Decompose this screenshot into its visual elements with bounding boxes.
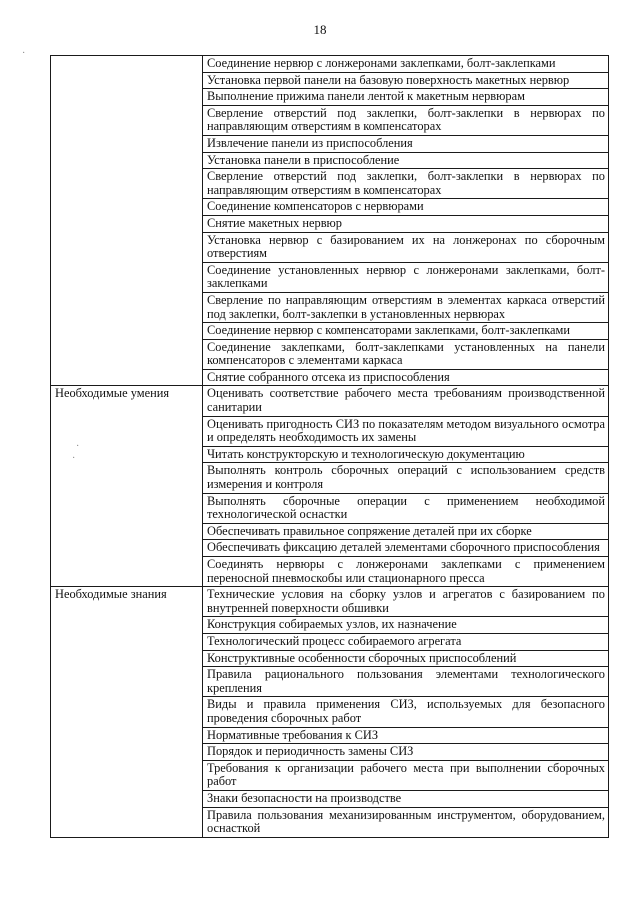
section-label: Необходимые умения bbox=[51, 386, 203, 587]
table-cell-item: Конструктивные особенности сборочных приспособлений bbox=[203, 650, 609, 667]
table-cell-item: Выполнять сборочные операции с применением необходимой технологической оснастки bbox=[203, 493, 609, 523]
table-cell-item: Установка панели в приспособление bbox=[203, 152, 609, 169]
table-cell-item: Снятие собранного отсека из приспособления bbox=[203, 369, 609, 386]
table-cell-item: Технологический процесс собираемого агрегата bbox=[203, 633, 609, 650]
table-row bbox=[51, 386, 609, 416]
table-cell-item: Соединение нервюр с компенсаторами заклепками, болт-заклепками bbox=[203, 323, 609, 340]
table-cell-item: Оценивать пригодность СИЗ по показателям методом визуального осмотра и определять необходимость их замены bbox=[203, 416, 609, 446]
table-cell-item: Сверление отверстий под заклепки, болт-заклепки в нервюрах по направляющим отверстиям в компенсаторах bbox=[203, 169, 609, 199]
table-cell-item: Читать конструкторскую и технологическую документацию bbox=[203, 446, 609, 463]
table-cell-item: Установка первой панели на базовую поверхность макетных нервюр bbox=[203, 72, 609, 89]
table-cell-item: Соединение установленных нервюр с лонжеронами заклепками, болт-заклепками bbox=[203, 262, 609, 292]
section-label: Необходимые знания bbox=[51, 587, 203, 838]
table-cell-item: Оценивать соответствие рабочего места требованиям производственной санитарии bbox=[203, 386, 609, 416]
table-row bbox=[51, 56, 609, 73]
table-cell-item: Обеспечивать фиксацию деталей элементами сборочного приспособления bbox=[203, 540, 609, 557]
requirements-table bbox=[50, 55, 609, 838]
table-cell-item: Конструкция собираемых узлов, их назначение bbox=[203, 617, 609, 634]
table-cell-item: Порядок и периодичность замены СИЗ bbox=[203, 744, 609, 761]
table-cell-item: Сверление отверстий под заклепки, болт-заклепки в нервюрах по направляющим отверстиям в компенсаторах bbox=[203, 105, 609, 135]
scan-speck: · bbox=[22, 48, 26, 59]
table-cell-item: Нормативные требования к СИЗ bbox=[203, 727, 609, 744]
table-cell-item: Виды и правила применения СИЗ, используемых для безопасного проведения сборочных работ bbox=[203, 697, 609, 727]
table-cell-item: Выполнение прижима панели лентой к макетным нервюрам bbox=[203, 89, 609, 106]
table-cell-item: Сверление по направляющим отверстиям в элементах каркаса отверстий под заклепки, болт-заклепки в установленных нервюрах bbox=[203, 292, 609, 322]
scan-speck: · bbox=[72, 453, 76, 464]
table-cell-item: Соединять нервюры с лонжеронами заклепками с применением переносной пневмоскобы или стационарного пресса bbox=[203, 557, 609, 587]
table-cell-item: Соединение заклепками, болт-заклепками установленных на панели компенсаторов с элементами каркаса bbox=[203, 339, 609, 369]
table-cell-item: Извлечение панели из приспособления bbox=[203, 135, 609, 152]
table-cell-item: Знаки безопасности на производстве bbox=[203, 790, 609, 807]
table-cell-item: Соединение компенсаторов с нервюрами bbox=[203, 199, 609, 216]
table-cell-item: Выполнять контроль сборочных операций с использованием средств измерения и контроля bbox=[203, 463, 609, 493]
table-cell-item: Правила рационального пользования элементами технологического крепления bbox=[203, 667, 609, 697]
section-label bbox=[51, 56, 203, 386]
table-cell-item: Технические условия на сборку узлов и агрегатов с базированием по внутренней поверхности обшивки bbox=[203, 587, 609, 617]
table-cell-item: Требования к организации рабочего места при выполнении сборочных работ bbox=[203, 760, 609, 790]
table-row bbox=[51, 587, 609, 617]
table-cell-item: Снятие макетных нервюр bbox=[203, 215, 609, 232]
table-cell-item: Правила пользования механизированным инструментом, оборудованием, оснасткой bbox=[203, 807, 609, 837]
table-cell-item: Установка нервюр с базированием их на лонжеронах по сборочным отверстиям bbox=[203, 232, 609, 262]
page-number: 18 bbox=[313, 22, 327, 37]
table-cell-item: Обеспечивать правильное сопряжение деталей при их сборке bbox=[203, 523, 609, 540]
scan-speck: · bbox=[76, 441, 80, 452]
table-cell-item: Соединение нервюр с лонжеронами заклепками, болт-заклепками bbox=[203, 56, 609, 73]
